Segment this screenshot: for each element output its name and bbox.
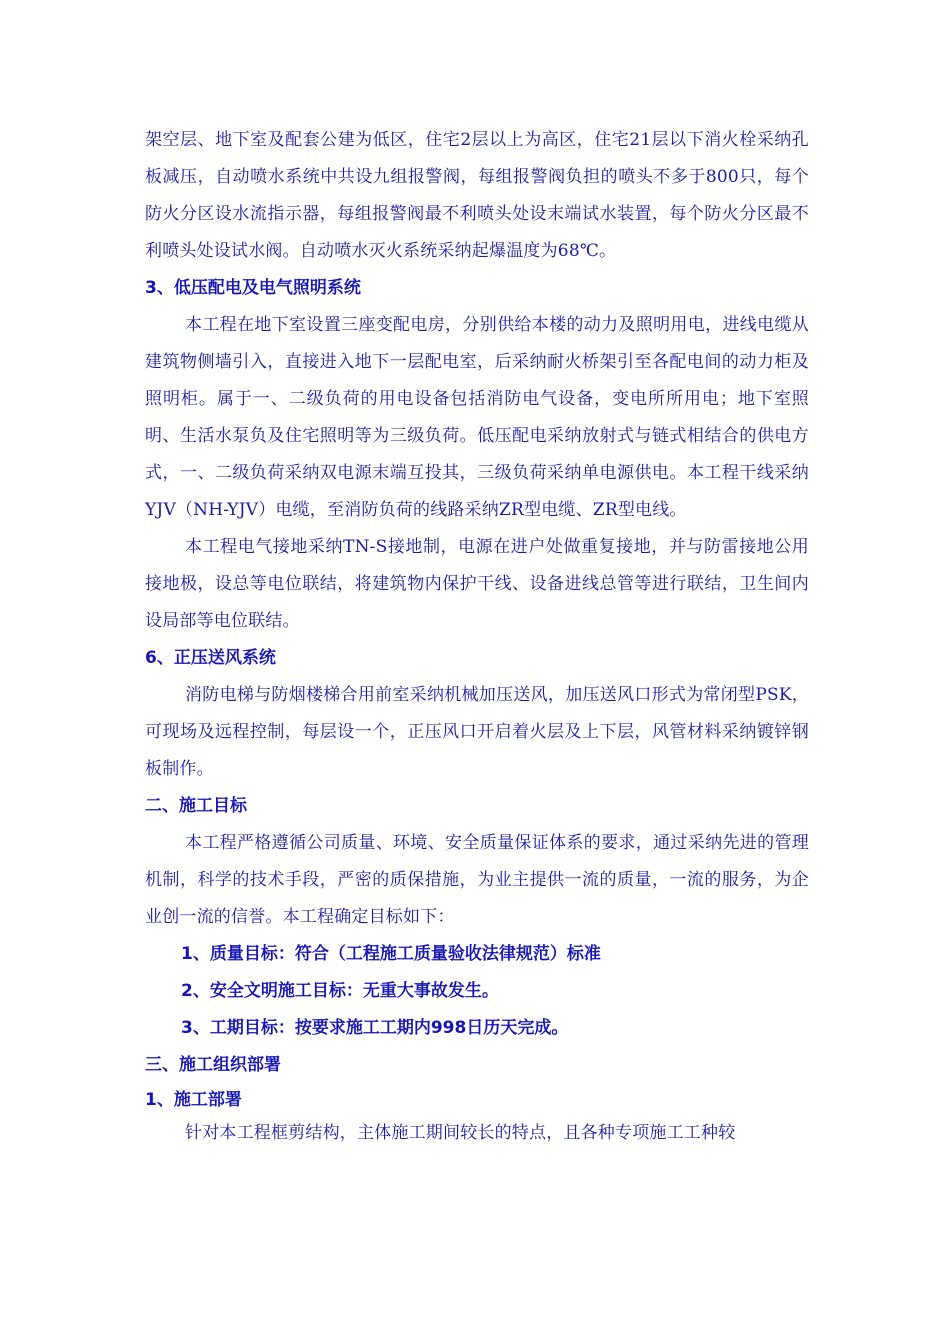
- paragraph-power-distribution: 本工程在地下室设置三座变配电房，分别供给本楼的动力及照明用电，进线电缆从建筑物侧墙引入，直接进入地下一层配电室，后采纳耐火桥架引至各配电间的动力柜及照明柜。属于一、二级负荷的用电设备包括消防电气设备，变电所所用电；地下室照明、生活水泵负及住宅照明等为三级负荷。低压配电采纳放射式与链式相结合的供电方式，一、二级负荷采纳双电源末端互投其，三级负荷采纳单电源供电。本工程干线采纳YJV（NH-YJV）电缆，至消防负荷的线路采纳ZR型电缆、ZR型电线。: [145, 315, 809, 520]
- paragraph-air-supply: 消防电梯与防烟楼梯合用前室采纳机械加压送风，加压送风口形式为常闭型PSK，可现场及远程控制，每层设一个，正压风口开启着火层及上下层，风管材料采纳镀锌钢板制作。: [145, 685, 809, 779]
- document-body: [145, 122, 809, 1150]
- heading-low-voltage-distribution: 3、低压配电及电气照明系统: [145, 278, 361, 298]
- paragraph-grounding: 本工程电气接地采纳TN-S接地制，电源在进户处做重复接地，并与防雷接地公用接地极，设总等电位联结，将建筑物内保护干线、设备进线总管等进行联结，卫生间内设局部等电位联结。: [145, 537, 809, 631]
- heading-pressurized-air-supply: 6、正压送风系统: [145, 648, 276, 668]
- heading-construction-goals: 二、施工目标: [145, 796, 247, 816]
- goal-safety: 2、安全文明施工目标：无重大事故发生。: [181, 981, 499, 1001]
- heading-construction-deployment: 1、施工部署: [145, 1090, 242, 1110]
- paragraph-goals-intro: 本工程严格遵循公司质量、环境、安全质量保证体系的要求，通过采纳先进的管理机制，科学的技术手段，严密的质保措施，为业主提供一流的质量，一流的服务，为企业创一流的信誉。本工程确定目标如下：: [145, 833, 809, 927]
- goal-schedule: 3、工期目标：按要求施工工期内998日历天完成。: [181, 1018, 569, 1038]
- paragraph-fire-sprinkler: 架空层、地下室及配套公建为低区，住宅2层以上为高区，住宅21层以下消火栓采纳孔板减压，自动喷水系统中共设九组报警阀，每组报警阀负担的喷头不多于800只，每个防火分区设水流指示器，每组报警阀最不利喷头处设末端试水装置，每个防火分区最不利喷头处设试水阀。自动喷水灭火系统采纳起爆温度为68℃。: [145, 130, 809, 261]
- heading-construction-organization: 三、施工组织部署: [145, 1055, 281, 1075]
- goal-quality: 1、质量目标：符合（工程施工质量验收法律规范）标准: [181, 944, 601, 964]
- paragraph-deployment: 针对本工程框剪结构，主体施工期间较长的特点，且各种专项施工工种较: [185, 1123, 736, 1143]
